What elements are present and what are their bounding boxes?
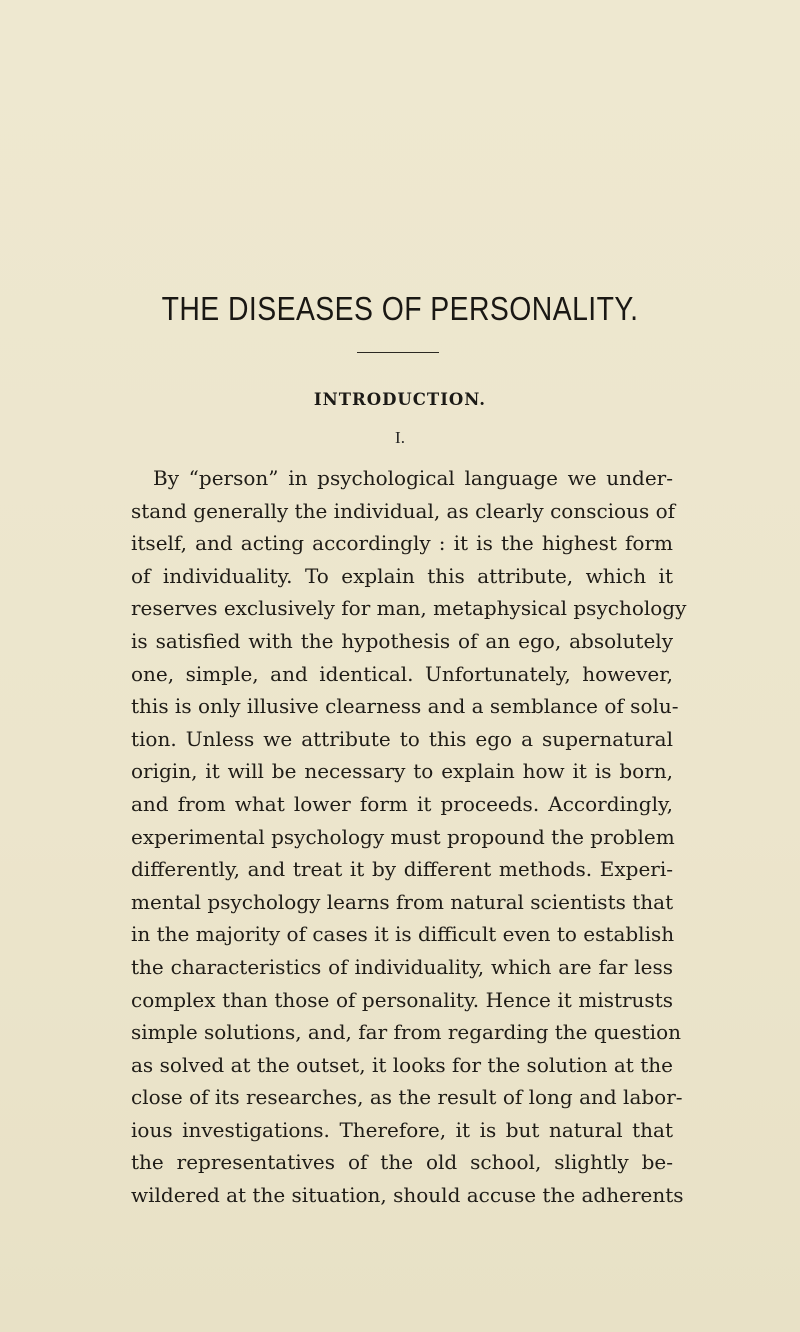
paragraph-line: mental psychology learns from natural scientists that <box>131 889 674 914</box>
paragraph-line: complex than those of personality. Hence it mistrusts <box>131 987 673 1012</box>
paragraph-line: simple solutions, and, far from regarding the question <box>131 1020 681 1045</box>
paragraph-line: the representatives of the old school, slightly be- <box>131 1150 673 1175</box>
running-title: THE DISEASES OF PERSONALITY. <box>161 290 639 327</box>
paragraph-line: reserves exclusively for man, metaphysical psychology <box>131 596 687 621</box>
paragraph-line: stand generally the individual, as clearly conscious of <box>131 498 676 523</box>
paragraph-line: this is only illusive clearness and a semblance of solu- <box>131 694 679 719</box>
paragraph-line: and from what lower form it proceeds. Accordingly, <box>131 791 673 816</box>
paragraph-line: origin, it will be necessary to explain how it is born, <box>131 759 673 784</box>
paragraph-line: ious investigations. Therefore, it is but natural that <box>131 1117 673 1142</box>
body-paragraph <box>131 462 687 1212</box>
paragraph-line: in the majority of cases it is difficult even to establish <box>131 922 675 947</box>
paragraph-line: By “person” in psychological language we under- <box>153 466 673 490</box>
paragraph-line: close of its researches, as the result of long and labor- <box>131 1085 683 1110</box>
paragraph-line: of individuality. To explain this attribute, which it <box>131 563 673 588</box>
paragraph-line: tion. Unless we attribute to this ego a supernatural <box>131 726 673 751</box>
title-divider-rule <box>357 352 439 353</box>
paragraph-line: experimental psychology must propound the problem <box>131 824 675 849</box>
section-title: INTRODUCTION. <box>313 390 487 409</box>
paragraph-line: the characteristics of individuality, which are far less <box>131 954 673 979</box>
paragraph-line: one, simple, and identical. Unfortunately, however, <box>131 661 673 686</box>
section-number: I. <box>395 428 405 447</box>
paragraph-line: wildered at the situation, should accuse the adherents <box>131 1183 684 1208</box>
paragraph-line: is satisfied with the hypothesis of an ego, absolutely <box>131 628 673 653</box>
paragraph-line: itself, and acting accordingly : it is the highest form <box>131 531 673 556</box>
paragraph-line: differently, and treat it by different methods. Experi- <box>131 857 673 882</box>
paragraph-line: as solved at the outset, it looks for the solution at the <box>131 1052 673 1077</box>
